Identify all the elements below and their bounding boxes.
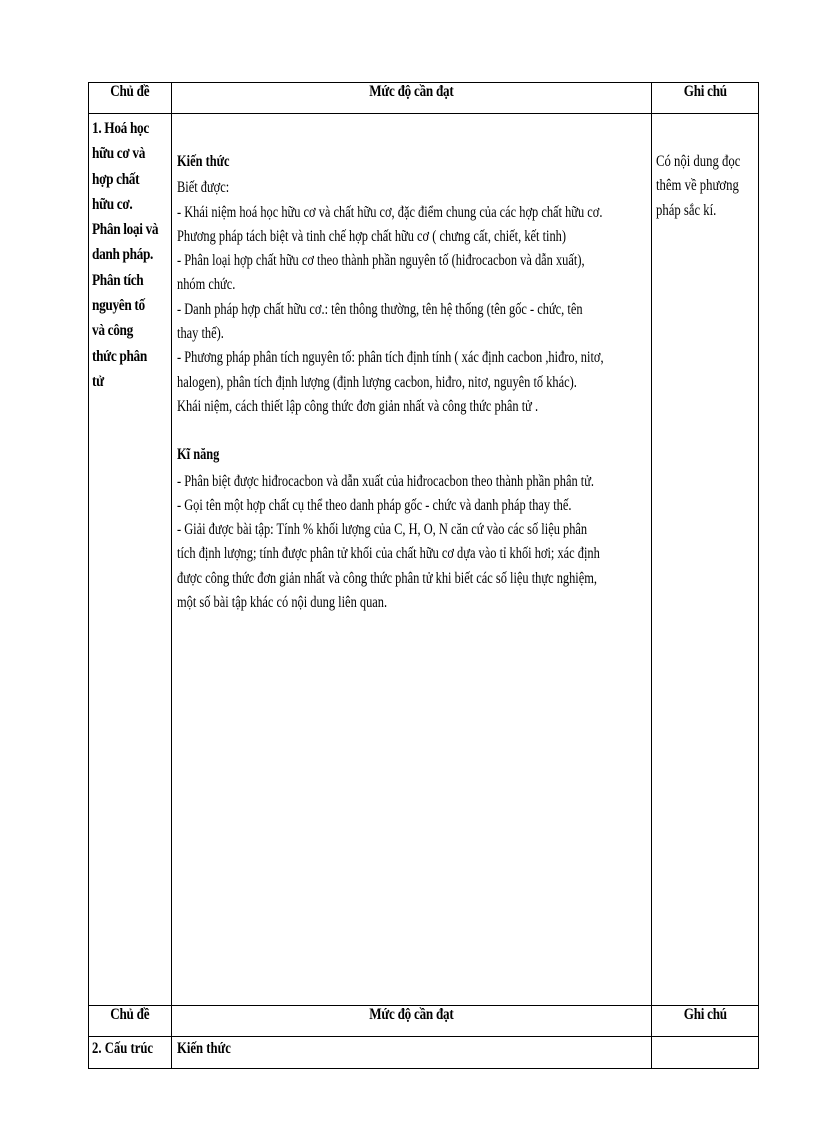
topic-line: Phân loại và <box>92 221 159 239</box>
header-topic: Chủ đề <box>89 1006 172 1037</box>
topic-line: tử <box>92 372 104 390</box>
note-cell <box>652 114 759 1006</box>
skills-title: Kĩ năng <box>177 446 220 464</box>
skills-line: được công thức đơn giản nhất và công thức phân tử khi biết các số liệu thực nghiệm, <box>177 569 597 587</box>
header-level: Mức độ cần đạt <box>172 1006 652 1037</box>
content-cell <box>172 114 652 1006</box>
knowledge-line: Biết được: <box>177 179 230 197</box>
topic-line: hợp chất <box>92 170 140 188</box>
skills-line: - Giải được bài tập: Tính % khối lượng của C, H, O, N căn cứ vào các số liệu phân <box>177 521 588 539</box>
table-header-row-repeat <box>89 1006 759 1037</box>
note-line: pháp sắc kí. <box>656 201 717 219</box>
header-level: Mức độ cần đạt <box>172 83 652 114</box>
knowledge-line: - Khái niệm hoá học hữu cơ và chất hữu cơ, đặc điểm chung của các hợp chất hữu cơ. <box>177 203 603 221</box>
knowledge-line: Khái niệm, cách thiết lập công thức đơn giản nhất và công thức phân tử . <box>177 397 539 415</box>
topic-line: hữu cơ và <box>92 145 146 163</box>
table-header-row <box>89 83 759 114</box>
knowledge-title: Kiến thức <box>177 153 230 170</box>
table-row <box>89 114 759 1006</box>
topic-line: nguyên tố <box>92 297 145 315</box>
note-cell <box>652 1037 759 1069</box>
skills-line: tích định lượng; tính được phân tử khối của chất hữu cơ dựa vào tỉ khối hơi; xác định <box>177 545 600 563</box>
header-note: Ghi chú <box>652 83 759 114</box>
topic-cell: 2. Cấu trúc <box>89 1037 172 1069</box>
knowledge-line: nhóm chức. <box>177 276 236 294</box>
note-line: Có nội dung đọc <box>656 153 741 170</box>
note-line: thêm về phương <box>656 177 739 195</box>
topic-line: hữu cơ. <box>92 195 133 213</box>
topic-text <box>92 116 171 394</box>
knowledge-line: - Phương pháp phân tích nguyên tố: phân tích định tính ( xác định cacbon ,hiđro, nitơ, <box>177 349 604 367</box>
topic-cell <box>89 114 172 1006</box>
table-row <box>89 1037 759 1069</box>
content-cell: Kiến thức <box>172 1037 652 1069</box>
topic-line: thức phân <box>92 347 147 365</box>
knowledge-text <box>177 176 649 419</box>
topic-line: danh pháp. <box>92 246 154 264</box>
skills-text <box>177 470 649 616</box>
topic-line: 1. Hoá học <box>92 120 149 137</box>
skills-line: một số bài tập khác có nội dung liên quan. <box>177 594 388 612</box>
header-note: Ghi chú <box>652 1006 759 1037</box>
knowledge-line: Phương pháp tách biệt và tinh chế hợp chất hữu cơ ( chưng cất, chiết, kết tinh) <box>177 227 566 245</box>
knowledge-line: - Phân loại hợp chất hữu cơ theo thành phần nguyên tố (hiđrocacbon và dẫn xuất), <box>177 252 585 270</box>
knowledge-line: - Danh pháp hợp chất hữu cơ.: tên thông thường, tên hệ thống (tên gốc - chức, tên <box>177 300 583 318</box>
topic-line: và công <box>92 322 133 340</box>
topic-line: Phân tích <box>92 271 144 289</box>
knowledge-line: halogen), phân tích định lượng (định lượng cacbon, hiđro, nitơ, nguyên tố khác). <box>177 373 577 391</box>
knowledge-line: thay thế). <box>177 325 224 343</box>
curriculum-table <box>88 82 759 1069</box>
header-topic: Chủ đề <box>89 83 172 114</box>
skills-line: - Phân biệt được hiđrocacbon và dẫn xuất của hiđrocacbon theo thành phần phân tử. <box>177 472 595 490</box>
note-text <box>656 150 759 223</box>
skills-line: - Gọi tên một hợp chất cụ thể theo danh pháp gốc - chức và danh pháp thay thế. <box>177 496 572 514</box>
